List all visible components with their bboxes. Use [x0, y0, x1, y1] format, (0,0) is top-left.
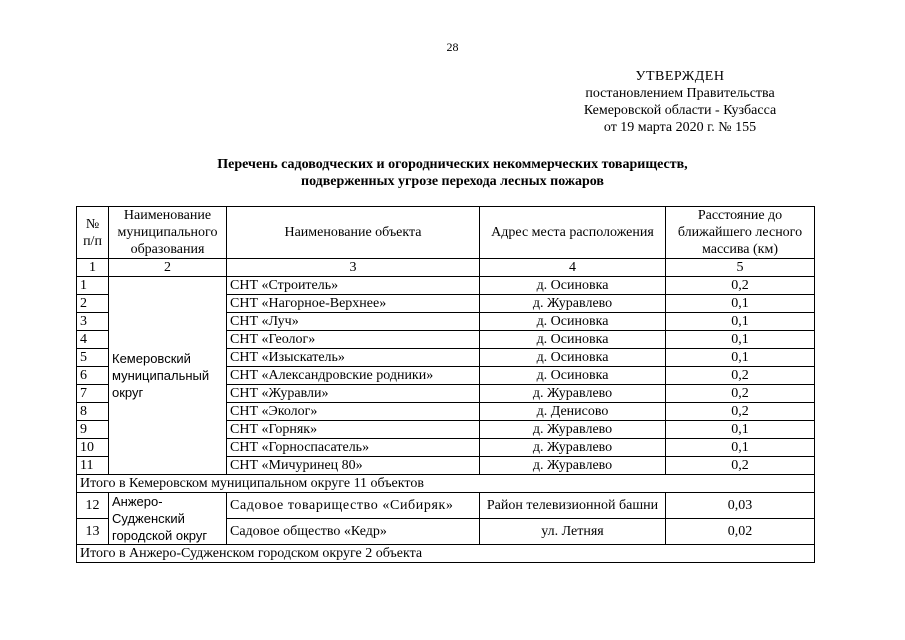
- address-cell: ул. Летняя: [480, 519, 666, 545]
- address-cell: д. Журавлево: [480, 439, 666, 457]
- address-cell: д. Осиновка: [480, 349, 666, 367]
- address-cell: Район телевизионной башни: [480, 493, 666, 519]
- row-num: 4: [77, 331, 109, 349]
- object-cell: СНТ «Эколог»: [227, 403, 480, 421]
- address-cell: д. Журавлево: [480, 295, 666, 313]
- distance-cell: 0,1: [666, 439, 815, 457]
- approval-heading: УТВЕРЖДЕН: [635, 69, 725, 84]
- header-object: Наименование объекта: [227, 207, 480, 259]
- organizations-table: [76, 206, 815, 563]
- object-cell: СНТ «Нагорное-Верхнее»: [227, 295, 480, 313]
- distance-cell: 0,1: [666, 331, 815, 349]
- approval-line: постановлением Правительства: [585, 86, 775, 101]
- object-cell: Садовое общество «Кедр»: [227, 519, 480, 545]
- municipality-cell: Кемеровский муниципальный округ: [109, 277, 227, 475]
- distance-cell: 0,02: [666, 519, 815, 545]
- address-cell: д. Журавлево: [480, 457, 666, 475]
- column-number: 5: [666, 259, 815, 277]
- object-cell: СНТ «Александровские родники»: [227, 367, 480, 385]
- row-num: 6: [77, 367, 109, 385]
- row-num: 7: [77, 385, 109, 403]
- title-line: подверженных угрозе перехода лесных пожаров: [301, 174, 604, 189]
- document-title: [0, 156, 905, 190]
- group-total: Итого в Анжеро-Судженском городском округе 2 объекта: [77, 545, 815, 563]
- row-num: 13: [77, 519, 109, 545]
- header-num: № п/п: [77, 207, 109, 259]
- address-cell: д. Журавлево: [480, 385, 666, 403]
- approval-block: [560, 68, 800, 136]
- group-total: Итого в Кемеровском муниципальном округе 11 объектов: [77, 475, 815, 493]
- distance-cell: 0,03: [666, 493, 815, 519]
- object-cell: СНТ «Изыскатель»: [227, 349, 480, 367]
- address-cell: д. Журавлево: [480, 421, 666, 439]
- object-cell: СНТ «Строитель»: [227, 277, 480, 295]
- object-cell: СНТ «Луч»: [227, 313, 480, 331]
- approval-line: от 19 марта 2020 г. № 155: [603, 120, 757, 135]
- row-num: 5: [77, 349, 109, 367]
- distance-cell: 0,2: [666, 403, 815, 421]
- column-number: 3: [227, 259, 480, 277]
- column-number: 2: [109, 259, 227, 277]
- row-num: 3: [77, 313, 109, 331]
- object-cell: СНТ «Горноспасатель»: [227, 439, 480, 457]
- row-num: 1: [77, 277, 109, 295]
- row-num: 9: [77, 421, 109, 439]
- address-cell: д. Осиновка: [480, 331, 666, 349]
- row-num: 12: [77, 493, 109, 519]
- table-row: [77, 277, 815, 295]
- object-cell: СНТ «Мичуринец 80»: [227, 457, 480, 475]
- row-num: 11: [77, 457, 109, 475]
- distance-cell: 0,2: [666, 277, 815, 295]
- title-line: Перечень садоводческих и огороднических некоммерческих товариществ,: [217, 157, 688, 172]
- address-cell: д. Осиновка: [480, 367, 666, 385]
- distance-cell: 0,1: [666, 295, 815, 313]
- column-number-row: [77, 259, 815, 277]
- municipality-cell: Анжеро-Судженский городской округ: [109, 493, 227, 545]
- total-row: [77, 475, 815, 493]
- address-cell: д. Денисово: [480, 403, 666, 421]
- distance-cell: 0,1: [666, 421, 815, 439]
- approval-line: Кемеровской области - Кузбасса: [583, 103, 777, 118]
- total-row: [77, 545, 815, 563]
- row-num: 2: [77, 295, 109, 313]
- header-municipality: Наименование муниципального образования: [109, 207, 227, 259]
- page-number: 28: [446, 40, 459, 54]
- distance-cell: 0,2: [666, 457, 815, 475]
- column-number: 1: [77, 259, 109, 277]
- object-cell: СНТ «Горняк»: [227, 421, 480, 439]
- table-header-row: [77, 207, 815, 259]
- table-row: [77, 493, 815, 519]
- row-num: 8: [77, 403, 109, 421]
- address-cell: д. Осиновка: [480, 277, 666, 295]
- object-cell: СНТ «Геолог»: [227, 331, 480, 349]
- header-address: Адрес места расположения: [480, 207, 666, 259]
- row-num: 10: [77, 439, 109, 457]
- object-cell: СНТ «Журавли»: [227, 385, 480, 403]
- distance-cell: 0,1: [666, 349, 815, 367]
- column-number: 4: [480, 259, 666, 277]
- address-cell: д. Осиновка: [480, 313, 666, 331]
- header-distance: Расстояние до ближайшего лесного массива (км): [666, 207, 815, 259]
- distance-cell: 0,2: [666, 367, 815, 385]
- distance-cell: 0,2: [666, 385, 815, 403]
- distance-cell: 0,1: [666, 313, 815, 331]
- object-cell: Садовое товарищество «Сибиряк»: [227, 493, 480, 519]
